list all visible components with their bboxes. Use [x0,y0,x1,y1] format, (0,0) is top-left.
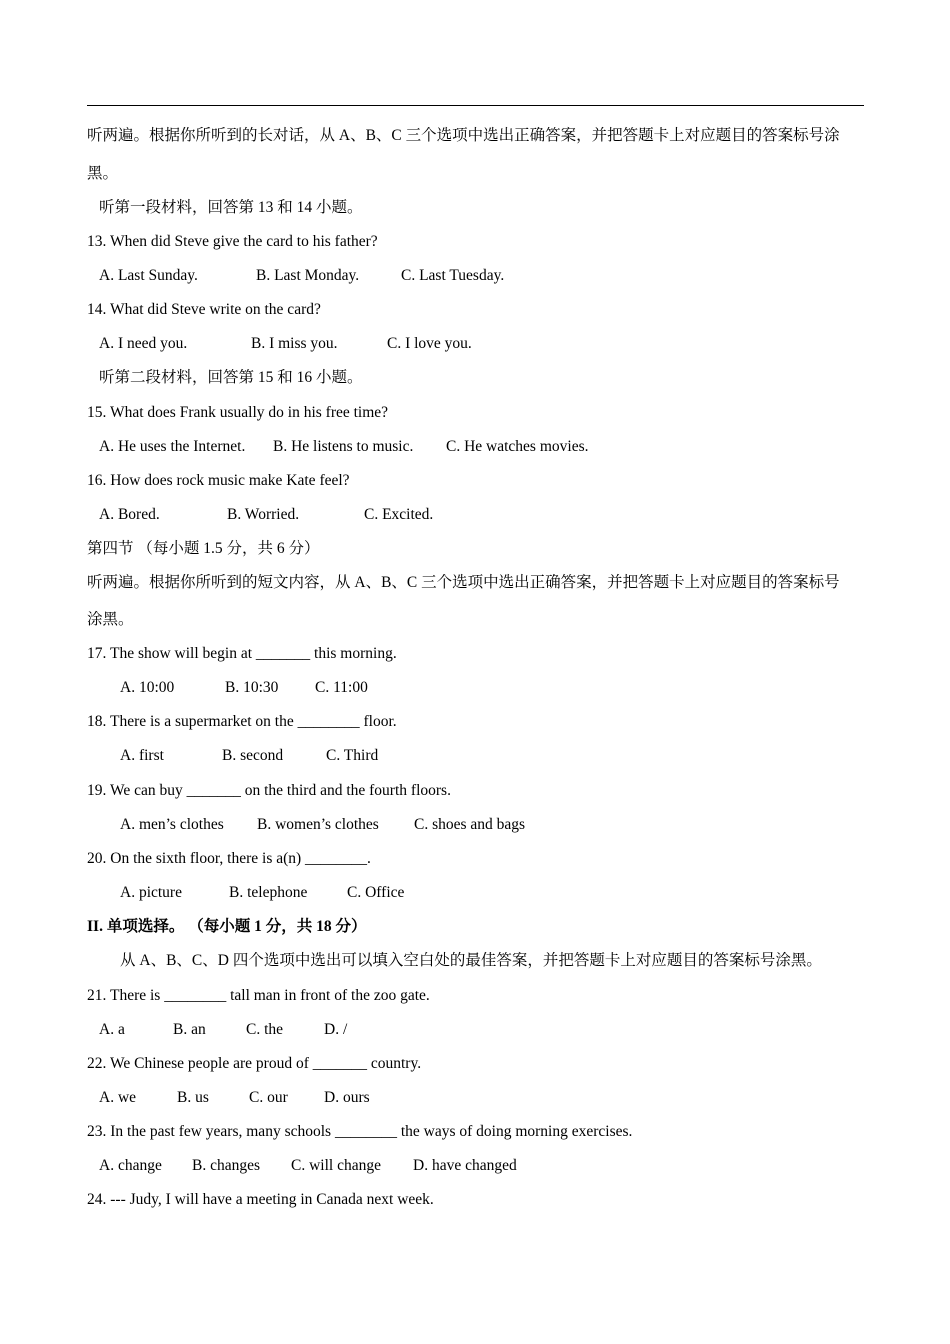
section4-heading: 第四节 （每小题 1.5 分，共 6 分） [87,540,320,557]
q23-option-b: B. changes [192,1157,261,1174]
section4-intro-line1: 听两遍。根据你所听到的短文内容，从 A、B、C 三个选项中选出正确答案，并把答题卡上对应题目的答案标号 [87,574,840,591]
q13-option-c: C. Last Tuesday. [401,267,505,284]
q17-stem: 17. The show will begin at _______ this morning. [87,645,397,662]
part2-heading: II. 单项选择。 （每小题 1 分，共 18 分） [87,918,367,935]
part1-label: 听第一段材料，回答第 13 和 14 小题。 [99,199,363,216]
q18-option-b: B. second [222,747,284,764]
q16-option-b: B. Worried. [227,506,300,523]
q19-option-b: B. women’s clothes [257,816,379,833]
q20-option-c: C. Office [347,884,405,901]
q17-option-b: B. 10:30 [225,679,279,696]
q21-option-b: B. an [173,1021,206,1038]
q21-option-c: C. the [246,1021,284,1038]
q15-option-b: B. He listens to music. [273,438,414,455]
section3-intro-line2: 黑。 [87,165,119,182]
q22-stem: 22. We Chinese people are proud of _______ country. [87,1055,422,1072]
q16-option-c: C. Excited. [364,506,434,523]
section4-intro-line2: 涂黑。 [87,611,134,628]
q22-option-b: B. us [177,1089,209,1106]
q14-option-c: C. I love you. [387,335,472,352]
q21-stem: 21. There is ________ tall man in front of the zoo gate. [87,987,430,1004]
q23-option-a: A. change [99,1157,162,1174]
q13-option-a: A. Last Sunday. [99,267,198,284]
q20-stem: 20. On the sixth floor, there is a(n) ________. [87,850,371,867]
q22-option-a: A. we [99,1089,137,1106]
q15-option-a: A. He uses the Internet. [99,438,246,455]
q19-stem: 19. We can buy _______ on the third and the fourth floors. [87,782,451,799]
q16-stem: 16. How does rock music make Kate feel? [87,472,350,489]
q17-option-c: C. 11:00 [315,679,368,696]
q14-stem: 14. What did Steve write on the card? [87,301,321,318]
section3-intro-line1: 听两遍。根据你所听到的长对话，从 A、B、C 三个选项中选出正确答案，并把答题卡上对应题目的答案标号涂 [87,127,840,144]
q24-stem: 24. --- Judy, I will have a meeting in Canada next week. [87,1191,434,1208]
q13-option-b: B. Last Monday. [256,267,360,284]
header-rule [87,105,864,106]
part2-instruction: 从 A、B、C、D 四个选项中选出可以填入空白处的最佳答案，并把答题卡上对应题目的答案标号涂黑。 [120,952,822,969]
q23-option-d: D. have changed [413,1157,517,1174]
q20-option-b: B. telephone [229,884,308,901]
q21-option-d: D. / [324,1021,348,1038]
q19-option-c: C. shoes and bags [414,816,526,833]
q19-option-a: A. men’s clothes [120,816,224,833]
q18-stem: 18. There is a supermarket on the ________ floor. [87,713,397,730]
q15-stem: 15. What does Frank usually do in his free time? [87,404,389,421]
q20-option-a: A. picture [120,884,182,901]
q23-stem: 23. In the past few years, many schools ________ the ways of doing morning exercises. [87,1123,633,1140]
q16-option-a: A. Bored. [99,506,160,523]
q13-stem: 13. When did Steve give the card to his father? [87,233,378,250]
q18-option-a: A. first [120,747,164,764]
part2-label: 听第二段材料，回答第 15 和 16 小题。 [99,369,363,386]
q22-option-c: C. our [249,1089,288,1106]
q17-option-a: A. 10:00 [120,679,175,696]
q22-option-d: D. ours [324,1089,370,1106]
q23-option-c: C. will change [291,1157,381,1174]
q18-option-c: C. Third [326,747,379,764]
q21-option-a: A. a [99,1021,125,1038]
q14-option-b: B. I miss you. [251,335,338,352]
q15-option-c: C. He watches movies. [446,438,589,455]
q14-option-a: A. I need you. [99,335,188,352]
